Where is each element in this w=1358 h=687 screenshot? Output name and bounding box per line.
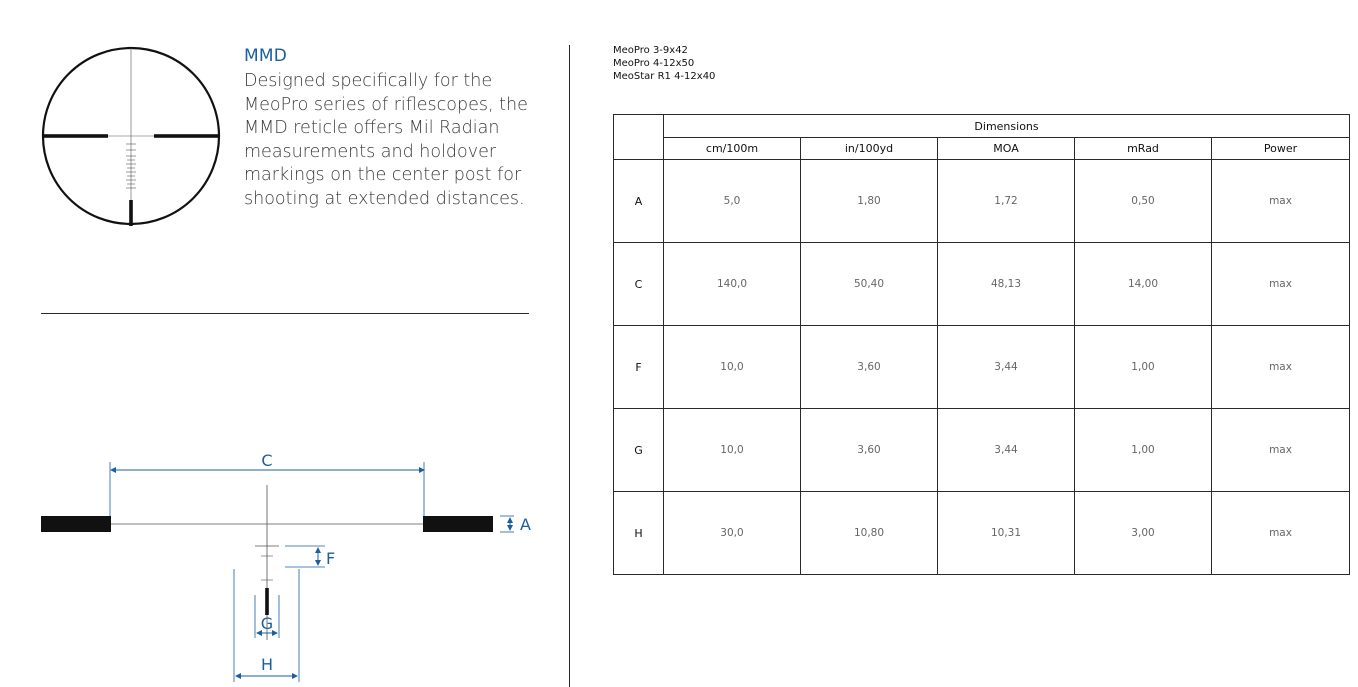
table-cell: 14,00 [1075, 243, 1212, 326]
model-item: MeoStar R1 4-12x40 [613, 71, 716, 82]
table-row [614, 243, 1350, 326]
table-cell: 10,0 [664, 409, 801, 492]
table-cell: 140,0 [664, 243, 801, 326]
table-cell: 1,80 [801, 160, 938, 243]
model-list [613, 44, 715, 83]
table-cell: 3,00 [1075, 492, 1212, 575]
a-dimension-label: A [520, 515, 531, 534]
g-dimension-label: G [260, 614, 274, 633]
column-divider [569, 45, 570, 687]
row-label: F [614, 326, 664, 409]
table-cell: 3,60 [801, 409, 938, 492]
table-cell: 3,44 [938, 326, 1075, 409]
table-row [614, 160, 1350, 243]
table-cell: 5,0 [664, 160, 801, 243]
table-cell: 0,50 [1075, 160, 1212, 243]
table-cell: 10,0 [664, 326, 801, 409]
column-header: mRad [1075, 138, 1212, 160]
table-cell: 3,60 [801, 326, 938, 409]
table-cell: 3,44 [938, 409, 1075, 492]
row-label: G [614, 409, 664, 492]
column-header: MOA [938, 138, 1075, 160]
c-dimension-label: C [261, 451, 273, 470]
model-item: MeoPro 4-12x50 [613, 58, 695, 69]
table-cell: 30,0 [664, 492, 801, 575]
table-cell: max [1212, 492, 1350, 575]
table-row [614, 326, 1350, 409]
table-cell: max [1212, 160, 1350, 243]
table-cell: 1,72 [938, 160, 1075, 243]
row-label: H [614, 492, 664, 575]
column-header: Power [1212, 138, 1350, 160]
row-label: C [614, 243, 664, 326]
reticle-title: MMD [244, 46, 288, 66]
h-dimension-label: H [260, 655, 274, 674]
table-cell: 10,31 [938, 492, 1075, 575]
table-corner [614, 115, 664, 160]
table-cell: 10,80 [801, 492, 938, 575]
reticle-scope-image [40, 45, 222, 227]
table-cell: max [1212, 326, 1350, 409]
column-header: in/100yd [801, 138, 938, 160]
f-dimension-label: F [326, 549, 336, 568]
dimensions-table [613, 114, 1350, 575]
reticle-description: Designed specifically for the MeoPro series of riflescopes, the MMD reticle offers Mil Radian measurements and holdover markings on the center post for shooting at extended distances. [244, 71, 528, 209]
table-cell: max [1212, 409, 1350, 492]
column-header: cm/100m [664, 138, 801, 160]
dimensions-group-header: Dimensions [664, 115, 1350, 138]
table-cell: max [1212, 243, 1350, 326]
section-divider [41, 313, 529, 314]
table-row [614, 409, 1350, 492]
table-cell: 48,13 [938, 243, 1075, 326]
reticle-dimension-diagram [0, 440, 560, 687]
table-row [614, 492, 1350, 575]
model-item: MeoPro 3-9x42 [613, 45, 688, 56]
table-cell: 1,00 [1075, 326, 1212, 409]
table-cell: 1,00 [1075, 409, 1212, 492]
row-label: A [614, 160, 664, 243]
table-cell: 50,40 [801, 243, 938, 326]
